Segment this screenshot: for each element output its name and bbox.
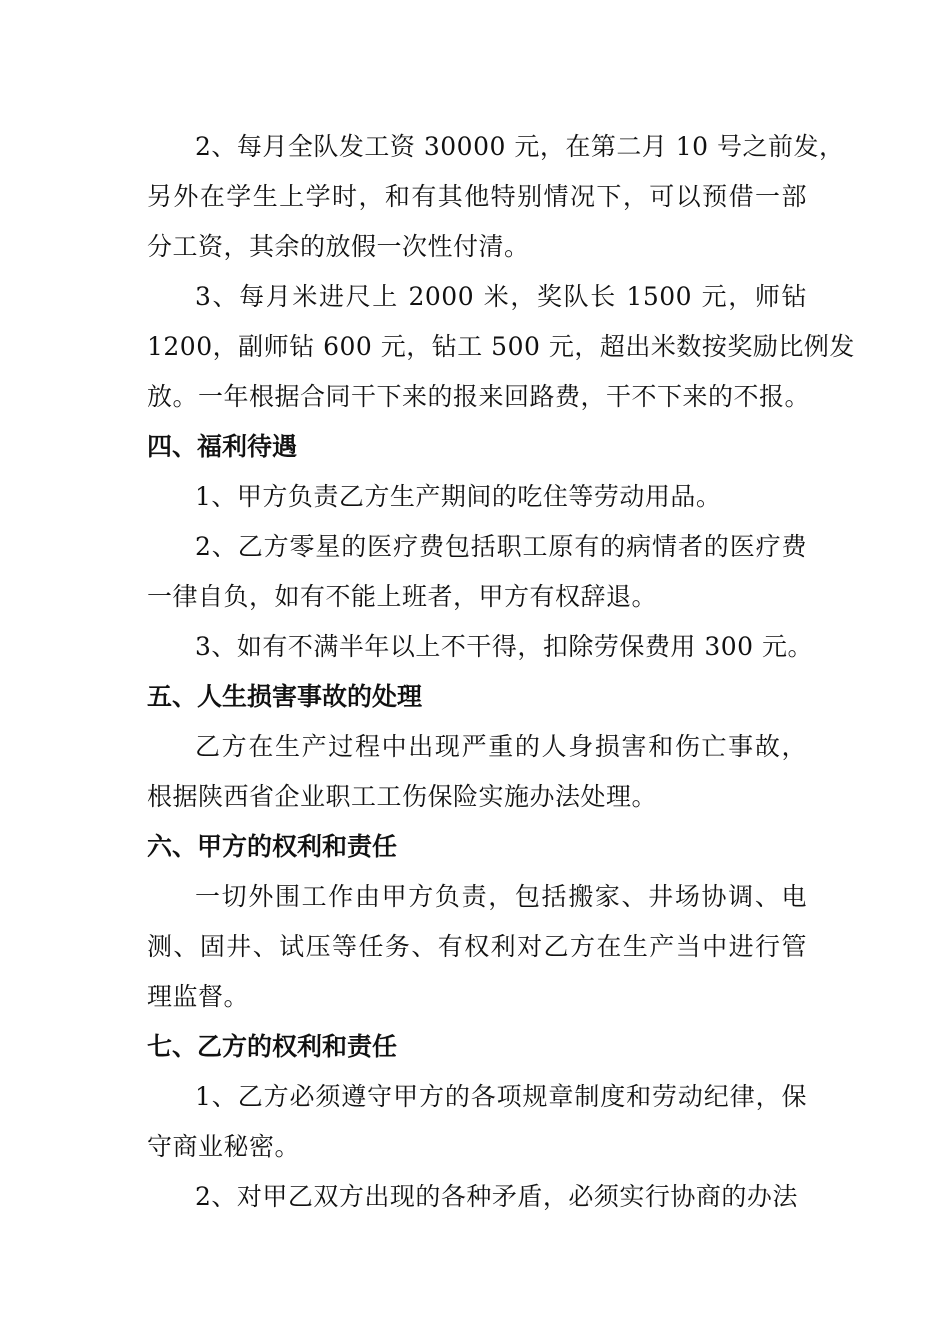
paragraph-line: 2、每月全队发工资 30000 元，在第二月 10 号之前发， bbox=[195, 132, 845, 161]
paragraph-line: 3、每月米进尺上 2000 米，奖队长 1500 元，师钻 bbox=[195, 282, 807, 311]
paragraph bbox=[147, 722, 807, 822]
paragraph-line: 1、乙方必须遵守甲方的各项规章制度和劳动纪律，保 bbox=[195, 1082, 807, 1111]
paragraph-line: 3、如有不满半年以上不干得，扣除劳保费用 300 元。 bbox=[195, 632, 814, 661]
paragraph bbox=[147, 522, 807, 622]
paragraph-line: 1、甲方负责乙方生产期间的吃住等劳动用品。 bbox=[195, 482, 722, 511]
paragraph bbox=[147, 622, 814, 672]
paragraph-line: 理监督。 bbox=[147, 982, 250, 1011]
paragraph-line: 测、固井、试压等任务、有权利对乙方在生产当中进行管 bbox=[147, 932, 807, 961]
paragraph bbox=[147, 472, 807, 522]
section-heading: 五、人生损害事故的处理 bbox=[147, 682, 423, 711]
paragraph bbox=[147, 1172, 807, 1222]
section-heading: 七、乙方的权利和责任 bbox=[147, 1032, 398, 1061]
document-body bbox=[147, 122, 855, 1222]
section-heading: 四、福利待遇 bbox=[147, 432, 298, 461]
paragraph-line: 守商业秘密。 bbox=[147, 1132, 301, 1161]
paragraph-line: 1200，副师钻 600 元，钻工 500 元，超出米数按奖励比例发 bbox=[147, 332, 855, 361]
section-heading: 六、甲方的权利和责任 bbox=[147, 832, 398, 861]
paragraph-line: 分工资，其余的放假一次性付清。 bbox=[147, 232, 530, 261]
paragraph-line: 一切外围工作由甲方负责，包括搬家、井场协调、电 bbox=[195, 882, 807, 911]
paragraph-line: 根据陕西省企业职工工伤保险实施办法处理。 bbox=[147, 782, 658, 811]
paragraph-line: 另外在学生上学时，和有其他特别情况下，可以预借一部 bbox=[147, 182, 807, 211]
paragraph bbox=[147, 122, 845, 272]
paragraph-line: 放。一年根据合同干下来的报来回路费，干不下来的不报。 bbox=[147, 382, 811, 411]
paragraph-line: 2、乙方零星的医疗费包括职工原有的病情者的医疗费 bbox=[195, 532, 807, 561]
paragraph-line: 乙方在生产过程中出现严重的人身损害和伤亡事故， bbox=[195, 732, 807, 761]
paragraph-line: 2、对甲乙双方出现的各种矛盾，必须实行协商的办法 bbox=[195, 1182, 798, 1211]
paragraph bbox=[147, 1072, 807, 1172]
paragraph bbox=[147, 272, 855, 422]
paragraph bbox=[147, 872, 807, 1022]
paragraph-line: 一律自负，如有不能上班者，甲方有权辞退。 bbox=[147, 582, 658, 611]
